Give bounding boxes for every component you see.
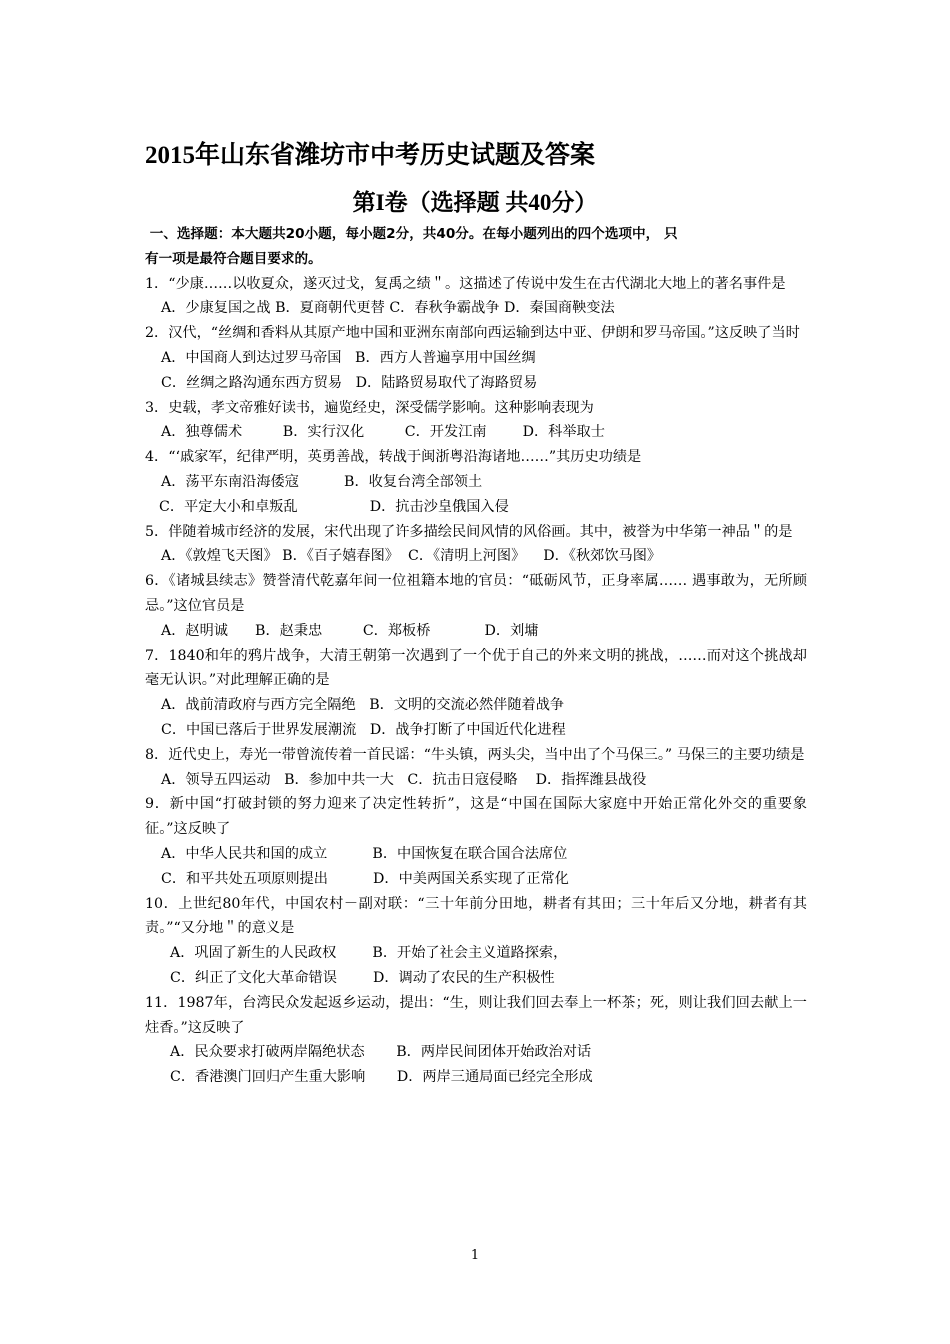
section-title: 第I卷（选择题 共40分） [352,190,598,215]
option-row: C．平定大小和卓叛乱 D．抗击沙皇俄国入侵 [159,498,509,515]
question-stem: 6．《诸城县续志》赞誉清代乾嘉年间一位祖籍本地的官员：“砥砺风节，正身率属…… 遇事敢为，无所顾忌。”这位官员是 [145,573,807,614]
option-row: C．香港澳门回归产生重大影响 D．两岸三通局面已经完全形成 [170,1069,593,1086]
option-row: C．中国已落后于世界发展潮流 D．战争打断了中国近代化进程 [161,721,566,738]
question-stem: 5．伴随着城市经济的发展，宋代出现了许多描绘民间风情的风俗画。其中，被誉为中华第一神品＂的是 [145,523,793,540]
question-stem: 8．近代史上，寿光一带曾流传着一首民谣：“牛头镇，两头尖，当中出了个马保三。” 马保三的主要功绩是 [145,746,805,763]
page-number: 1 [470,1248,480,1263]
document-title: 2015年山东省潍坊市中考历史试题及答案 [145,142,596,169]
option-row: A．战前清政府与西方完全隔绝 B．文明的交流必然伴随着战争 [161,697,565,714]
option-row: A．《敦煌飞天图》 B．《百子嬉春图》 C．《清明上河图》 D．《秋郊饮马图》 [161,548,662,565]
option-row: A．中华人民共和国的成立 B．中国恢复在联合国合法席位 [161,845,568,862]
question-stem: 2．汉代，“丝绸和香料从其原产地中国和亚洲东南部向西运输到达中亚、伊朗和罗马帝国。”这反映了当时 [145,325,800,342]
question-stem: 1．“少康……以收夏众，遂灭过戈，复禹之绩＂。这描述了传说中发生在古代湖北大地上的著名事件是 [145,275,786,292]
option-row: A．巩固了新生的人民政权 B．开始了社会主义道路探索， [170,945,568,962]
option-row: A．民众要求打破两岸隔绝状态 B．两岸民间团体开始政治对话 [170,1044,592,1061]
option-row: A．少康复国之战 B．夏商朝代更替 C．春秋争霸战争 D．秦国商鞅变法 [161,300,615,317]
option-row: C．纠正了文化大革命错误 D．调动了农民的生产积极性 [170,969,555,986]
question-stem: 4．“‘戚家军，纪律严明，英勇善战，转战于闽浙粤沿海诸地……”其历史功绩是 [145,449,642,466]
question-stem: 11．1987年，台湾民众发起返乡运动，提出：“生，则让我们回去奉上一杯茶；死，则让我们回去献上一炷香。”这反映了 [145,994,807,1036]
option-row: A．独尊儒术 B．实行汉化 C．开发江南 D．科举取士 [161,424,605,441]
option-row: C．和平共处五项原则提出 D．中美两国关系实现了正常化 [161,870,569,887]
question-stem: 7．1840和年的鸦片战争，大清王朝第一次遇到了一个优于自己的外来文明的挑战，……而对这个挑战却毫无认识。”对此理解正确的是 [145,647,807,689]
option-row: A．赵明诚 B．赵秉忠 C．郑板桥 D．刘墉 [161,622,539,639]
option-row: A．领导五四运动 B．参加中共一大 C．抗击日寇侵略 D．指挥潍县战役 [161,771,647,788]
instruction-line: 有一项是最符合题目要求的。 [145,250,322,267]
question-stem: 3．史载，孝文帝雅好读书，遍览经史，深受儒学影响。这种影响表现为 [145,399,594,416]
instruction-line: 一、选择题：本大题共20小题，每小题2分，共40分。在每小题列出的四个选项中， 只 [145,226,678,242]
option-row: A．中国商人到达过罗马帝国 B．西方人普遍享用中国丝绸 [161,349,536,366]
question-stem: 9．新中国“打破封锁的努力迎来了决定性转折”，这是“中国在国际大家庭中开始正常化外交的重要象征。”这反映了 [145,796,807,838]
option-row: C．丝绸之路沟通东西方贸易 D．陆路贸易取代了海路贸易 [161,374,538,391]
document-body [145,222,807,1090]
question-stem: 10．上世纪80年代，中国农村－副对联：“三十年前分田地，耕者有其田；三十年后又分地，耕者有其责。”“又分地＂的意义是 [145,895,807,937]
option-row: A．荡平东南沿海倭寇 B．收复台湾全部领土 [161,473,483,490]
